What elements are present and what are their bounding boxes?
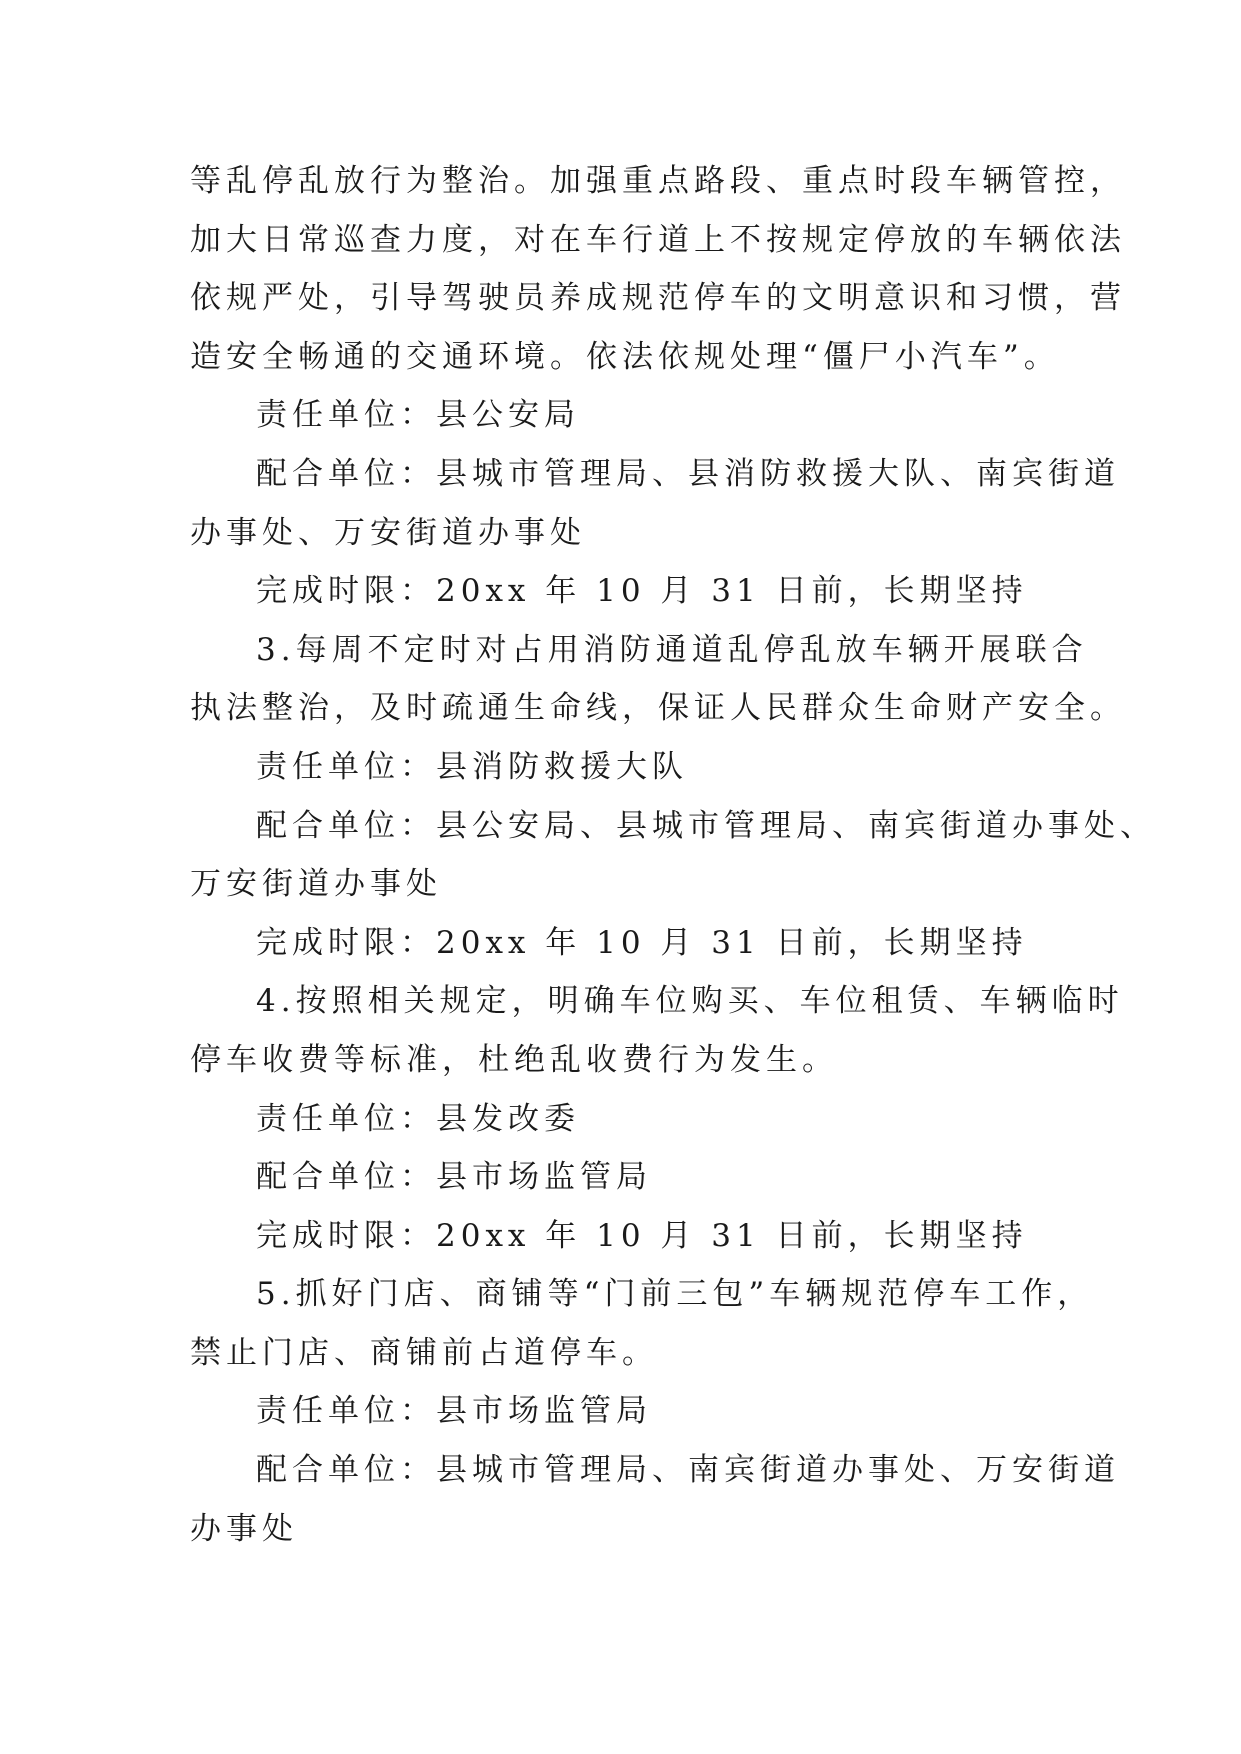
responsible-unit-2 [190, 386, 1070, 445]
text-line: 配合单位：县市场监管局 [256, 1159, 652, 1196]
document-page [190, 152, 1156, 1558]
item-3 [190, 621, 1126, 738]
text-line: 造安全畅通的交通环境。依法依规处理“僵尸小汽车”。 [190, 338, 1060, 375]
text-line: 配合单位：县城市管理局、南宾街道办事处、万安街道 [256, 1452, 1120, 1489]
text-line: 配合单位：县城市管理局、县消防救援大队、南宾街道 [256, 455, 1120, 492]
text-line: 执法整治，及时疏通生命线，保证人民群众生命财产安全。 [190, 690, 1126, 727]
paragraph-parking-enforcement [190, 152, 1126, 386]
text-line: 责任单位：县发改委 [256, 1100, 580, 1137]
text-line: 5.抓好门店、商铺等“门前三包”车辆规范停车工作， [256, 1276, 1094, 1313]
text-line: 依规严处，引导驾驶员养成规范停车的文明意识和习惯，营 [190, 280, 1126, 317]
text-line: 禁止门店、商铺前占道停车。 [190, 1334, 658, 1371]
text-line: 配合单位：县公安局、县城市管理局、南宾街道办事处、 [256, 807, 1156, 844]
text-line: 责任单位：县消防救援大队 [256, 748, 688, 785]
text-line: 责任单位：县市场监管局 [256, 1393, 652, 1430]
deadline-3 [190, 914, 1070, 973]
item-5 [190, 1265, 1094, 1382]
text-line: 办事处 [190, 1510, 298, 1547]
text-line: 停车收费等标准，杜绝乱收费行为发生。 [190, 1041, 838, 1078]
cooperating-unit-4 [190, 1148, 1070, 1207]
text-line: 加大日常巡查力度，对在车行道上不按规定停放的车辆依法 [190, 221, 1126, 258]
item-4 [190, 972, 1124, 1089]
text-line: 3.每周不定时对占用消防通道乱停乱放车辆开展联合 [256, 631, 1088, 668]
text-line: 完成时限：20xx 年 10 月 31 日前，长期坚持 [256, 573, 1028, 610]
responsible-unit-3 [190, 738, 1070, 797]
text-line: 等乱停乱放行为整治。加强重点路段、重点时段车辆管控， [190, 163, 1126, 199]
deadline-2 [190, 562, 1070, 621]
text-line: 4.按照相关规定，明确车位购买、车位租赁、车辆临时 [256, 983, 1124, 1020]
responsible-unit-4 [190, 1090, 1070, 1149]
cooperating-unit-3 [190, 797, 1156, 914]
text-line: 完成时限：20xx 年 10 月 31 日前，长期坚持 [256, 1217, 1028, 1254]
cooperating-unit-2 [190, 445, 1120, 562]
text-line: 办事处、万安街道办事处 [190, 514, 586, 551]
text-line: 完成时限：20xx 年 10 月 31 日前，长期坚持 [256, 924, 1028, 961]
cooperating-unit-5 [190, 1441, 1120, 1558]
text-line: 责任单位：县公安局 [256, 397, 580, 434]
text-line: 万安街道办事处 [190, 866, 442, 903]
deadline-4 [190, 1207, 1070, 1266]
responsible-unit-5 [190, 1382, 1070, 1441]
